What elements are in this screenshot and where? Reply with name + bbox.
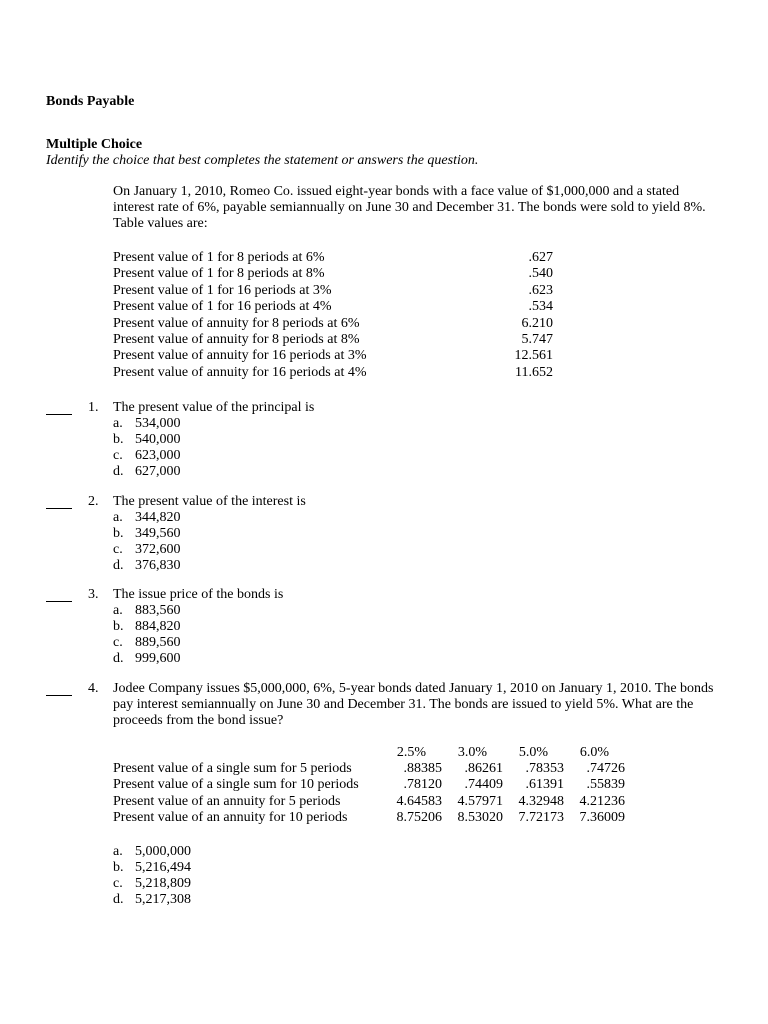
table-cell: .88385 bbox=[403, 761, 442, 777]
option-letter: c. bbox=[113, 448, 123, 463]
option-letter: d. bbox=[113, 651, 124, 666]
question-number: 2. bbox=[88, 494, 99, 509]
question-text: The present value of the interest is bbox=[113, 494, 306, 509]
answer-option[interactable] bbox=[113, 619, 181, 635]
table-cell: .78353 bbox=[525, 761, 564, 777]
option-text: 540,000 bbox=[135, 432, 181, 447]
answer-option[interactable] bbox=[113, 432, 181, 448]
answer-option[interactable] bbox=[113, 558, 181, 574]
table-cell: .61391 bbox=[525, 777, 564, 793]
option-letter: a. bbox=[113, 603, 123, 618]
row-value: 5.747 bbox=[521, 331, 553, 347]
header-cell: 2.5% bbox=[396, 745, 427, 760]
option-letter: b. bbox=[113, 860, 124, 875]
table-row bbox=[113, 332, 553, 348]
question-text: Jodee Company issues $5,000,000, 6%, 5-year bonds dated January 1, 2010 on January 1, 2010. The bonds pay interest semiannually on June 30 and December 31. The bonds are issued to yield 5%. What are the proceeds from the bond issue? bbox=[113, 681, 714, 728]
row-label: Present value of an annuity for 5 periods bbox=[113, 793, 341, 809]
table-cell: 4.32948 bbox=[518, 793, 564, 809]
answer-option[interactable] bbox=[113, 464, 181, 480]
answer-option[interactable] bbox=[113, 526, 181, 542]
row-label: Present value of 1 for 16 periods at 4% bbox=[113, 299, 332, 315]
page-title: Bonds Payable bbox=[46, 94, 135, 109]
answer-option[interactable] bbox=[113, 416, 181, 432]
row-label: Present value of a single sum for 10 periods bbox=[113, 777, 359, 793]
option-letter: c. bbox=[113, 635, 123, 650]
option-text: 5,217,308 bbox=[135, 892, 191, 907]
option-letter: b. bbox=[113, 526, 124, 541]
instructions: Identify the choice that best completes the statement or answers the question. bbox=[46, 153, 479, 168]
row-value: .540 bbox=[528, 266, 553, 282]
row-value: .623 bbox=[528, 282, 553, 298]
option-text: 883,560 bbox=[135, 603, 181, 618]
row-label: Present value of annuity for 16 periods at 4% bbox=[113, 364, 367, 380]
question-number: 4. bbox=[88, 681, 99, 696]
row-label: Present value of annuity for 16 periods at 3% bbox=[113, 348, 367, 364]
table-row bbox=[113, 348, 553, 364]
table-row bbox=[113, 365, 553, 381]
row-value: 12.561 bbox=[514, 348, 553, 364]
table-cell: 8.75206 bbox=[396, 809, 442, 825]
question-number: 3. bbox=[88, 587, 99, 602]
row-value: 6.210 bbox=[521, 315, 553, 331]
section-heading: Multiple Choice bbox=[46, 137, 143, 152]
table-cell: 4.64583 bbox=[396, 793, 442, 809]
row-label: Present value of annuity for 8 periods at 6% bbox=[113, 315, 360, 331]
answer-options bbox=[113, 844, 191, 908]
question-number: 1. bbox=[88, 400, 99, 415]
option-text: 627,000 bbox=[135, 464, 181, 479]
table-row bbox=[113, 283, 553, 299]
answer-options bbox=[113, 416, 181, 480]
option-letter: a. bbox=[113, 510, 123, 525]
table-cell: .78120 bbox=[403, 777, 442, 793]
answer-options bbox=[113, 603, 181, 667]
answer-option[interactable] bbox=[113, 542, 181, 558]
answer-option[interactable] bbox=[113, 448, 181, 464]
option-text: 5,218,809 bbox=[135, 876, 191, 891]
table-cell: 7.36009 bbox=[579, 809, 625, 825]
answer-options bbox=[113, 510, 181, 574]
option-letter: c. bbox=[113, 876, 123, 891]
row-label: Present value of 1 for 16 periods at 3% bbox=[113, 282, 332, 298]
option-text: 5,000,000 bbox=[135, 844, 191, 859]
answer-option[interactable] bbox=[113, 510, 181, 526]
table-cell: 4.57971 bbox=[457, 793, 503, 809]
question-text: The issue price of the bonds is bbox=[113, 587, 284, 602]
row-value: .627 bbox=[528, 250, 553, 265]
answer-blank-3[interactable] bbox=[46, 601, 72, 602]
option-letter: d. bbox=[113, 464, 124, 479]
table-cell: .74409 bbox=[464, 777, 503, 793]
option-letter: c. bbox=[113, 542, 123, 557]
table-cell: .74726 bbox=[586, 761, 625, 777]
option-text: 623,000 bbox=[135, 448, 181, 463]
option-text: 534,000 bbox=[135, 416, 181, 431]
option-letter: a. bbox=[113, 416, 123, 431]
row-label: Present value of an annuity for 10 periods bbox=[113, 809, 348, 825]
option-text: 349,560 bbox=[135, 526, 181, 541]
answer-blank-2[interactable] bbox=[46, 508, 72, 509]
answer-option[interactable] bbox=[113, 876, 191, 892]
option-text: 344,820 bbox=[135, 510, 181, 525]
option-letter: d. bbox=[113, 558, 124, 573]
option-letter: d. bbox=[113, 892, 124, 907]
answer-option[interactable] bbox=[113, 651, 181, 667]
answer-option[interactable] bbox=[113, 844, 191, 860]
question-text: The present value of the principal is bbox=[113, 400, 315, 415]
answer-option[interactable] bbox=[113, 635, 181, 651]
header-cell: 3.0% bbox=[457, 745, 488, 760]
table-cell: 4.21236 bbox=[579, 793, 625, 809]
option-letter: b. bbox=[113, 619, 124, 634]
table-header bbox=[113, 745, 625, 761]
header-cell: 5.0% bbox=[518, 745, 549, 760]
table-row bbox=[113, 250, 553, 266]
option-letter: a. bbox=[113, 844, 123, 859]
option-text: 999,600 bbox=[135, 651, 181, 666]
option-text: 5,216,494 bbox=[135, 860, 191, 875]
option-text: 372,600 bbox=[135, 542, 181, 557]
table-cell: 7.72173 bbox=[518, 809, 564, 825]
table-row bbox=[113, 761, 625, 777]
answer-blank-1[interactable] bbox=[46, 414, 72, 415]
answer-blank-4[interactable] bbox=[46, 695, 72, 696]
table-row bbox=[113, 777, 625, 793]
row-label: Present value of a single sum for 5 periods bbox=[113, 761, 352, 777]
answer-option[interactable] bbox=[113, 892, 191, 908]
table-cell: 8.53020 bbox=[457, 809, 503, 825]
row-value: 11.652 bbox=[515, 364, 553, 380]
table-cell: .86261 bbox=[464, 761, 503, 777]
rates-table bbox=[113, 745, 625, 826]
table-row bbox=[113, 794, 625, 810]
answer-option[interactable] bbox=[113, 860, 191, 876]
row-label: Present value of 1 for 8 periods at 8% bbox=[113, 266, 325, 282]
present-value-table bbox=[113, 250, 553, 381]
table-row bbox=[113, 299, 553, 315]
answer-option[interactable] bbox=[113, 603, 181, 619]
table-cell: .55839 bbox=[586, 777, 625, 793]
header-cell: 6.0% bbox=[579, 745, 610, 760]
row-label: Present value of 1 for 8 periods at 6% bbox=[113, 250, 325, 265]
option-text: 884,820 bbox=[135, 619, 181, 634]
option-letter: b. bbox=[113, 432, 124, 447]
table-row bbox=[113, 810, 625, 826]
row-value: .534 bbox=[528, 299, 553, 315]
row-label: Present value of annuity for 8 periods at 8% bbox=[113, 331, 360, 347]
option-text: 889,560 bbox=[135, 635, 181, 650]
table-row bbox=[113, 266, 553, 282]
problem-intro: On January 1, 2010, Romeo Co. issued eight-year bonds with a face value of $1,000,000 and a stated interest rate of 6%, payable semiannually on June 30 and December 31. The bonds were sold to yield 8%. Table values are: bbox=[113, 184, 706, 231]
option-text: 376,830 bbox=[135, 558, 181, 573]
table-row bbox=[113, 316, 553, 332]
